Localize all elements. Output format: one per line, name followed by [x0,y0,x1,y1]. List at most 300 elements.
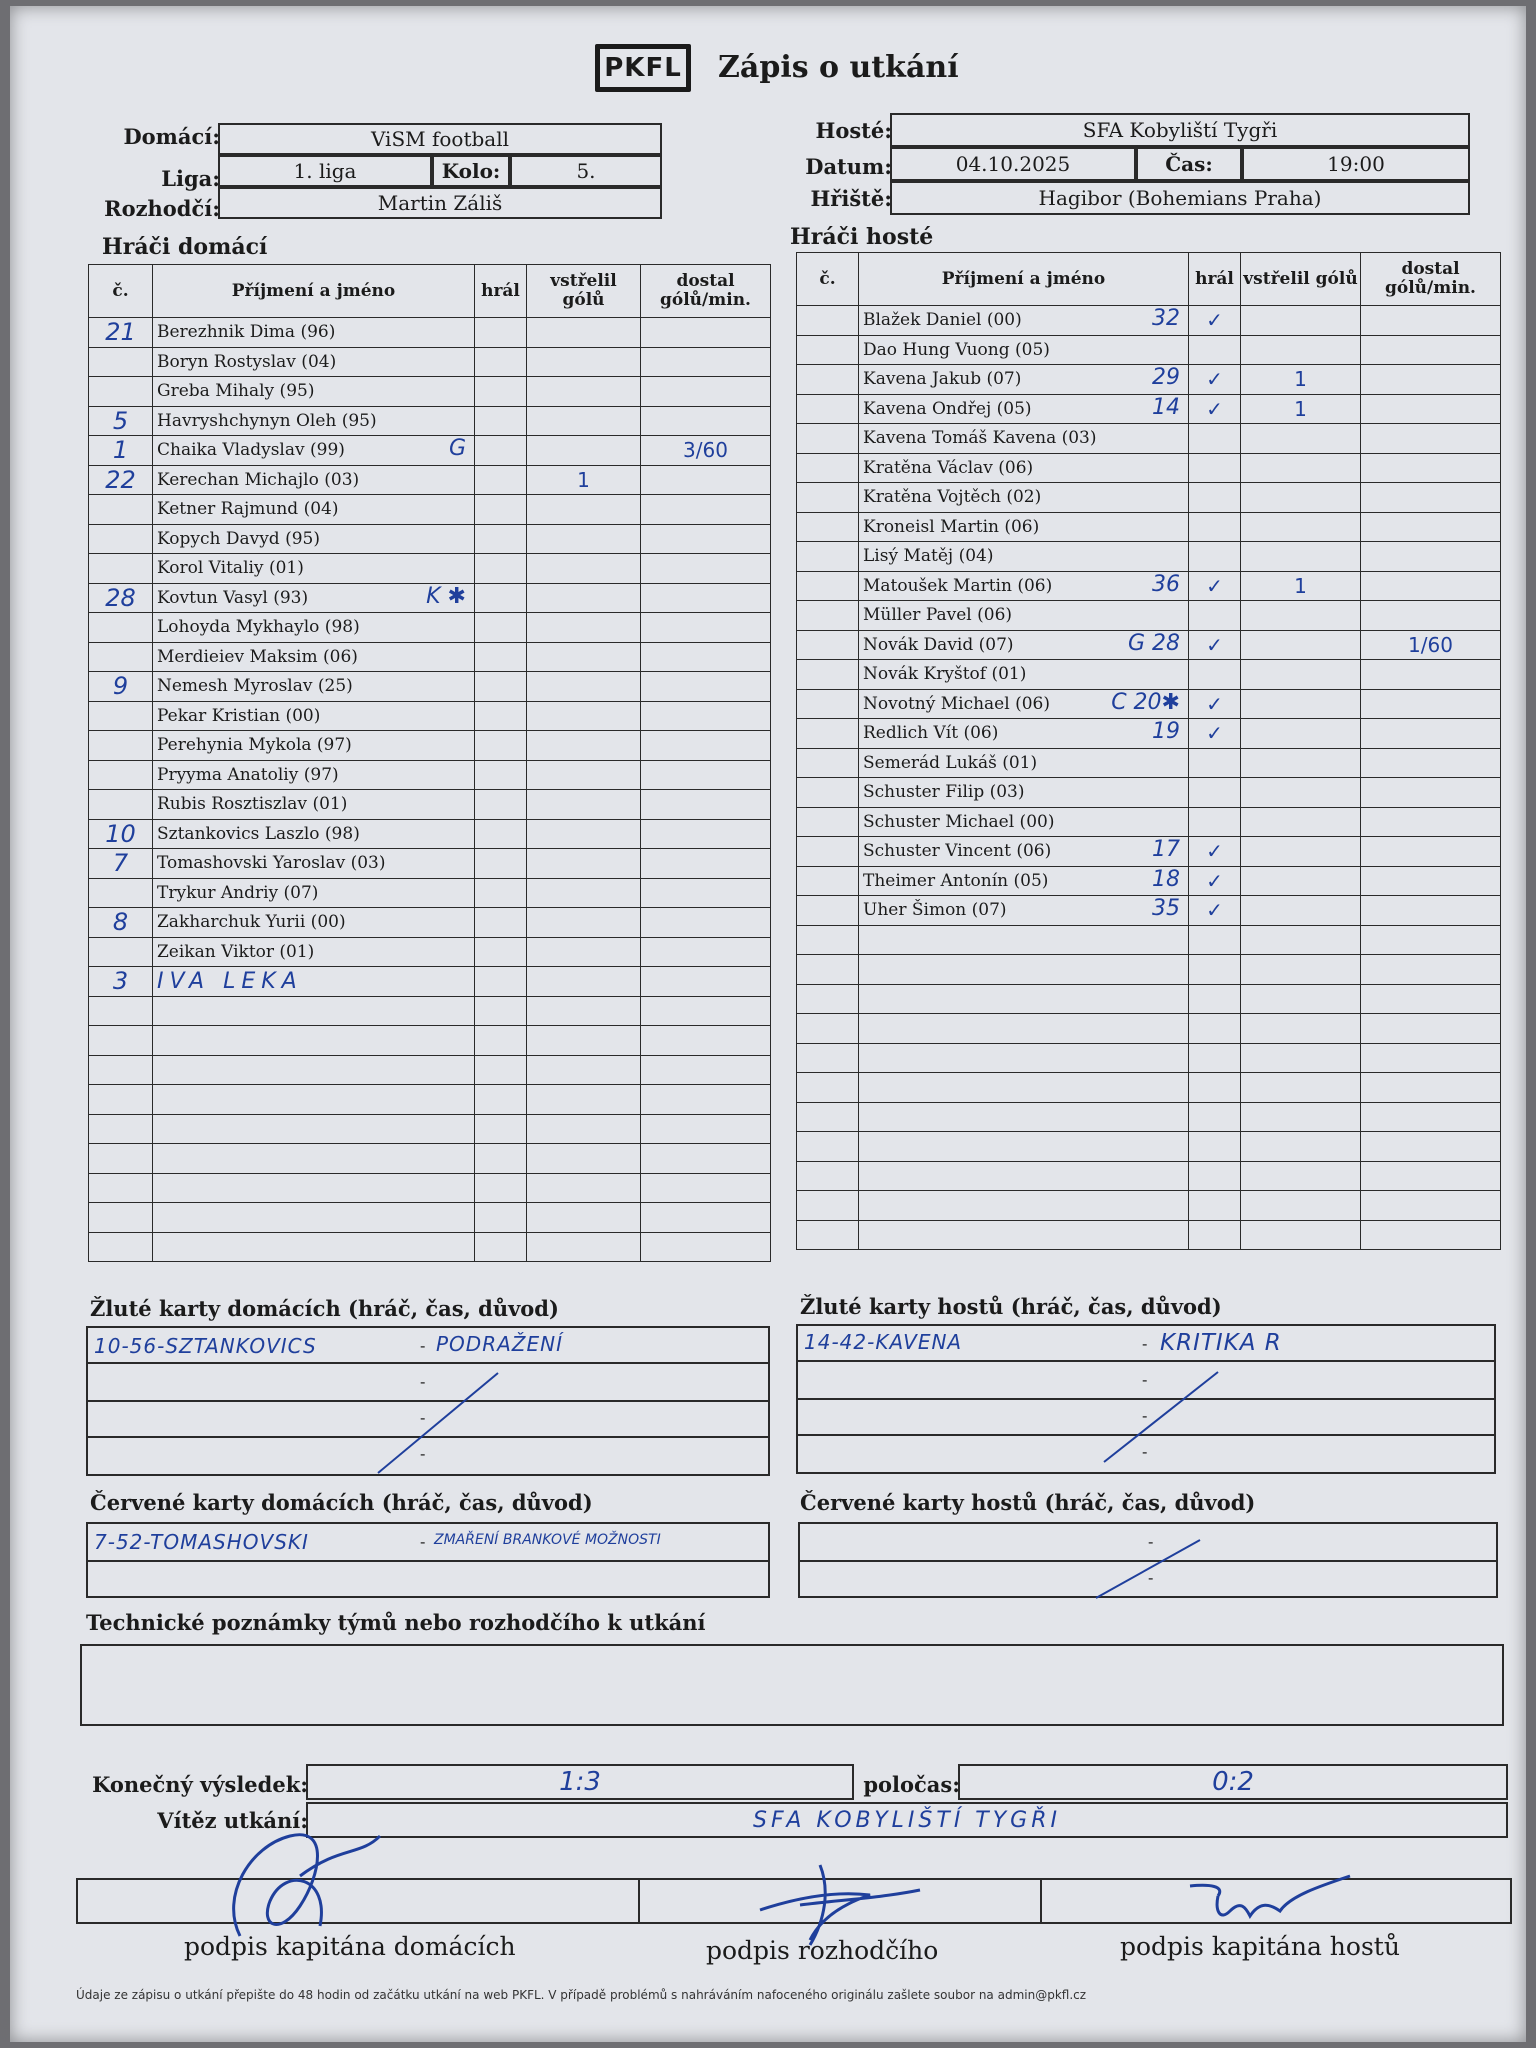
scored-mark [1241,306,1361,336]
conceded-mark [1361,571,1501,601]
scored-mark [1241,1132,1361,1162]
player-name [859,1220,1189,1250]
table-row [797,1161,1501,1191]
player-number [797,660,859,690]
played-mark: ✓ [1189,689,1241,719]
col-conceded: dostal gólů/min. [641,265,771,318]
half-time-label: poločas: [863,1772,960,1797]
player-name [153,1232,475,1262]
table-row [797,1043,1501,1073]
player-number [797,542,859,572]
player-name-text: Kopych Davyd (95) [157,528,320,549]
player-name [153,613,475,643]
conceded-mark [1361,807,1501,837]
conceded-mark [641,318,771,348]
conceded-mark [641,878,771,908]
player-name [859,689,1189,719]
conceded-mark [641,731,771,761]
referee-label: Rozhodčí: [104,196,220,221]
player-name [859,807,1189,837]
player-name-text: Novotný Michael (06) [863,693,1050,714]
conceded-mark [641,1026,771,1056]
player-number: 9 [89,672,153,702]
conceded-mark [641,613,771,643]
conceded-mark [641,642,771,672]
player-name [153,1203,475,1233]
player-number [89,1232,153,1262]
player-name-text: Zeikan Viktor (01) [157,941,315,962]
player-number: 8 [89,908,153,938]
player-name-text: Sztankovics Laszlo (98) [157,823,360,844]
conceded-mark [641,701,771,731]
player-note: 17 [1152,837,1180,862]
scored-mark [1241,748,1361,778]
player-note: 14 [1152,394,1180,420]
played-mark [475,318,527,348]
player-number [89,495,153,525]
player-number [797,719,859,749]
player-name [859,571,1189,601]
conceded-mark [1361,748,1501,778]
played-mark: ✓ [1189,394,1241,424]
player-name [153,1173,475,1203]
player-name-text: Boryn Rostyslav (04) [157,351,337,372]
player-name [859,335,1189,365]
home-red-title: Červené karty domácích (hráč, čas, důvod) [90,1490,593,1515]
scored-mark [527,406,641,436]
played-mark [475,908,527,938]
player-note: 19 [1152,719,1180,744]
player-name-text: Novák Kryštof (01) [863,664,1027,685]
conceded-mark [1361,1073,1501,1103]
player-name-text: Redlich Vít (06) [863,723,999,744]
table-row [89,1026,771,1056]
scored-mark [1241,1073,1361,1103]
played-mark [475,790,527,820]
player-name [153,583,475,613]
scored-mark [527,849,641,879]
played-mark [475,937,527,967]
table-row [89,996,771,1026]
table-row [89,1232,771,1262]
played-mark [1189,1220,1241,1250]
table-row [797,424,1501,454]
conceded-mark [1361,1102,1501,1132]
away-team-field: SFA Kobyliští Tygři [890,113,1470,147]
played-mark [475,701,527,731]
scored-mark [1241,778,1361,808]
conceded-mark [641,495,771,525]
player-name-text: Lisý Matěj (04) [863,546,994,567]
col-scored: vstřelil gólů [1241,253,1361,306]
player-name [153,996,475,1026]
strike-line [1090,1534,1210,1604]
conceded-mark [641,672,771,702]
player-number: 10 [89,819,153,849]
table-row [89,908,771,938]
player-number [797,1073,859,1103]
player-note: 18 [1152,866,1180,892]
home-red-box: 7-52-TOMASHOVSKI - ZMAŘENÍ BRANKOVÉ MOŽNOSTI [86,1522,770,1598]
player-number [797,306,859,336]
player-name [153,377,475,407]
home-red-reason: ZMAŘENÍ BRANKOVÉ MOŽNOSTI [434,1532,661,1548]
played-mark [1189,807,1241,837]
player-name [859,365,1189,395]
player-number [797,335,859,365]
conceded-mark [641,377,771,407]
home-label: Domácí: [123,124,220,149]
conceded-mark [1361,512,1501,542]
table-row [89,554,771,584]
conceded-mark [641,760,771,790]
scored-mark [1241,1014,1361,1044]
player-name-text: Kovtun Vasyl (93) [157,587,309,608]
played-mark [1189,984,1241,1014]
scored-mark [1241,630,1361,660]
table-row [89,878,771,908]
played-mark: ✓ [1189,630,1241,660]
player-name [153,1085,475,1115]
player-name [153,819,475,849]
table-row [89,1173,771,1203]
player-name [859,1161,1189,1191]
conceded-mark [641,790,771,820]
player-number [89,1114,153,1144]
played-mark [1189,778,1241,808]
league-field: 1. liga [218,155,432,187]
played-mark [475,554,527,584]
player-name [153,642,475,672]
player-note: 36 [1152,571,1180,597]
scored-mark [527,908,641,938]
scored-mark [527,583,641,613]
player-number: 7 [89,849,153,879]
scored-mark [527,347,641,377]
player-name-text: Merdieiev Maksim (06) [157,646,358,667]
player-number [797,837,859,867]
played-mark [475,1232,527,1262]
table-row [89,613,771,643]
player-name-text: Korol Vitaliy (01) [157,558,304,579]
player-number [797,394,859,424]
table-row [797,925,1501,955]
scored-mark [1241,866,1361,896]
player-name [859,925,1189,955]
player-name [153,1114,475,1144]
table-row [797,542,1501,572]
table-row [89,1144,771,1174]
conceded-mark [641,1114,771,1144]
player-name-text: Lohoyda Mykhaylo (98) [157,617,360,638]
player-name [153,347,475,377]
table-row [89,1085,771,1115]
played-mark [1189,542,1241,572]
player-number [89,347,153,377]
player-name [153,878,475,908]
played-mark [1189,601,1241,631]
home-yellow-title: Žluté karty domácích (hráč, čas, důvod) [90,1296,559,1321]
player-number [797,689,859,719]
conceded-mark [1361,424,1501,454]
player-name [859,837,1189,867]
player-name-text: Ketner Rajmund (04) [157,499,339,520]
home-yellow-reason: PODRAŽENÍ [436,1332,563,1356]
referee-signature-icon [750,1850,930,1950]
conceded-mark [641,347,771,377]
scored-mark [1241,837,1361,867]
played-mark: ✓ [1189,571,1241,601]
conceded-mark [1361,601,1501,631]
away-roster-header [797,253,1501,306]
played-mark [475,583,527,613]
player-name [859,866,1189,896]
conceded-mark [1361,778,1501,808]
played-mark [1189,1043,1241,1073]
date-label: Datum: [805,154,892,179]
scored-mark [527,731,641,761]
player-number: 5 [89,406,153,436]
scored-mark [527,878,641,908]
player-name-text: Perehynia Mykola (97) [157,735,352,756]
played-mark [1189,1161,1241,1191]
player-name [153,406,475,436]
page-title: Zápis o utkání [718,50,959,85]
table-row [89,524,771,554]
scored-mark [527,318,641,348]
home-yellow-entry: 10-56-SZTANKOVICS [94,1334,317,1358]
player-name [859,1132,1189,1162]
player-name [153,672,475,702]
player-note: 29 [1152,365,1180,390]
player-number [797,601,859,631]
played-mark: ✓ [1189,896,1241,926]
table-row [797,896,1501,926]
table-row [89,465,771,495]
played-mark [475,465,527,495]
scored-mark: 1 [1241,571,1361,601]
player-name-text: Berezhnik Dima (96) [157,322,336,343]
played-mark [475,996,527,1026]
player-name [153,790,475,820]
col-played: hrál [1189,253,1241,306]
player-number [89,554,153,584]
player-number [797,984,859,1014]
conceded-mark [641,967,771,997]
table-row [797,483,1501,513]
player-number [89,377,153,407]
conceded-mark [1361,689,1501,719]
played-mark [475,731,527,761]
conceded-mark [641,1085,771,1115]
player-name-text: Semerád Lukáš (01) [863,752,1038,773]
away-yellow-title: Žluté karty hostů (hráč, čas, důvod) [800,1294,1222,1319]
table-row [89,819,771,849]
player-name [859,453,1189,483]
scored-mark: 1 [1241,365,1361,395]
played-mark [475,1203,527,1233]
played-mark [1189,660,1241,690]
home-captain-signature-label: podpis kapitána domácích [184,1932,516,1961]
player-name [859,512,1189,542]
player-name [859,394,1189,424]
table-row [797,719,1501,749]
player-number [797,866,859,896]
scored-mark [1241,984,1361,1014]
played-mark [475,1114,527,1144]
player-note: G [448,436,466,461]
away-yellow-reason: KRITIKA R [1160,1330,1282,1356]
played-mark [1189,1102,1241,1132]
away-label: Hosté: [815,118,892,143]
played-mark [475,967,527,997]
player-name-text: Schuster Filip (03) [863,782,1025,803]
player-number [797,748,859,778]
played-mark: ✓ [1189,866,1241,896]
scored-mark [527,495,641,525]
played-mark [475,1144,527,1174]
player-note: C 20✱ [1111,689,1180,715]
scored-mark [1241,601,1361,631]
scored-mark [527,996,641,1026]
col-scored: vstřelil gólů [527,265,641,318]
scored-mark [1241,483,1361,513]
player-number [797,1043,859,1073]
notes-title: Technické poznámky týmů nebo rozhodčího k utkání [86,1610,706,1635]
scored-mark [527,701,641,731]
conceded-mark [1361,394,1501,424]
player-name [859,778,1189,808]
player-name [859,984,1189,1014]
table-row [797,1220,1501,1250]
table-row [797,866,1501,896]
player-number [89,613,153,643]
player-name-text: Kavena Jakub (07) [863,369,1022,390]
player-name-text: Chaika Vladyslav (99) [157,440,345,461]
conceded-mark [641,524,771,554]
player-number [89,1055,153,1085]
table-row [89,377,771,407]
conceded-mark [641,1055,771,1085]
played-mark: ✓ [1189,837,1241,867]
player-name-text: Rubis Rosztiszlav (01) [157,794,348,815]
played-mark [475,406,527,436]
player-note: G 28 [1127,630,1180,656]
conceded-mark [1361,542,1501,572]
table-row [89,701,771,731]
played-mark [1189,1191,1241,1221]
table-row [797,571,1501,601]
player-name [153,849,475,879]
scored-mark [527,377,641,407]
played-mark [475,760,527,790]
table-row [797,630,1501,660]
conceded-mark [1361,660,1501,690]
player-name [859,660,1189,690]
scored-mark [1241,424,1361,454]
scored-mark [527,1026,641,1056]
pitch-field: Hagibor (Bohemians Praha) [890,181,1470,215]
player-name-text: Kerechan Michajlo (03) [157,469,360,490]
scored-mark [527,1085,641,1115]
played-mark [475,613,527,643]
player-name-text: Havryshchynyn Oleh (95) [157,410,377,431]
played-mark [475,1085,527,1115]
player-name-text: Kratěna Vojtěch (02) [863,487,1042,508]
conceded-mark [641,583,771,613]
played-mark [1189,1073,1241,1103]
conceded-mark [641,554,771,584]
table-row [89,642,771,672]
player-name [859,306,1189,336]
player-number [89,760,153,790]
player-number [797,1132,859,1162]
score-sheet [10,6,1526,2042]
player-name [153,436,475,466]
scored-mark [527,1203,641,1233]
played-mark [475,642,527,672]
table-row [797,453,1501,483]
winner-label: Vítěz utkání: [157,1808,308,1833]
col-number: č. [797,253,859,306]
table-row [797,1132,1501,1162]
footer-note: Údaje ze zápisu o utkání přepište do 48 hodin od začátku utkání na web PKFL. V případě problémů s nahráváním nafoceného originálu zašlete soubor na admin@pkfl.cz [76,1988,1087,2002]
player-number [797,424,859,454]
conceded-mark [641,1144,771,1174]
conceded-mark [641,937,771,967]
player-name-text: Kavena Tomáš Kavena (03) [863,428,1097,449]
col-conceded: dostal gólů/min. [1361,253,1501,306]
player-number [797,1191,859,1221]
conceded-mark [1361,1043,1501,1073]
conceded-mark [641,819,771,849]
player-name-text: Schuster Vincent (06) [863,841,1052,862]
played-mark [475,347,527,377]
player-number [89,878,153,908]
player-name [859,483,1189,513]
player-name-text: Dao Hung Vuong (05) [863,339,1050,360]
player-note: 35 [1152,896,1180,921]
player-name [153,760,475,790]
referee-signature-label: podpis rozhodčího [706,1936,939,1965]
player-number [797,483,859,513]
player-number: 1 [89,436,153,466]
scored-mark [527,967,641,997]
strike-line [1098,1364,1228,1474]
scored-mark [527,1173,641,1203]
player-number [797,453,859,483]
away-players-title: Hráči hosté [790,224,934,250]
player-name [859,748,1189,778]
scored-mark [527,790,641,820]
player-number [89,1085,153,1115]
scored-mark [1241,453,1361,483]
col-played: hrál [475,265,527,318]
scored-mark [1241,807,1361,837]
table-row [89,406,771,436]
table-row [797,512,1501,542]
played-mark [475,878,527,908]
scored-mark [1241,512,1361,542]
conceded-mark [1361,837,1501,867]
conceded-mark [1361,306,1501,336]
player-name [859,955,1189,985]
away-roster-table [796,252,1501,1250]
conceded-mark [1361,984,1501,1014]
player-name-text: Müller Pavel (06) [863,605,1013,626]
scored-mark [527,937,641,967]
player-name [859,1014,1189,1044]
